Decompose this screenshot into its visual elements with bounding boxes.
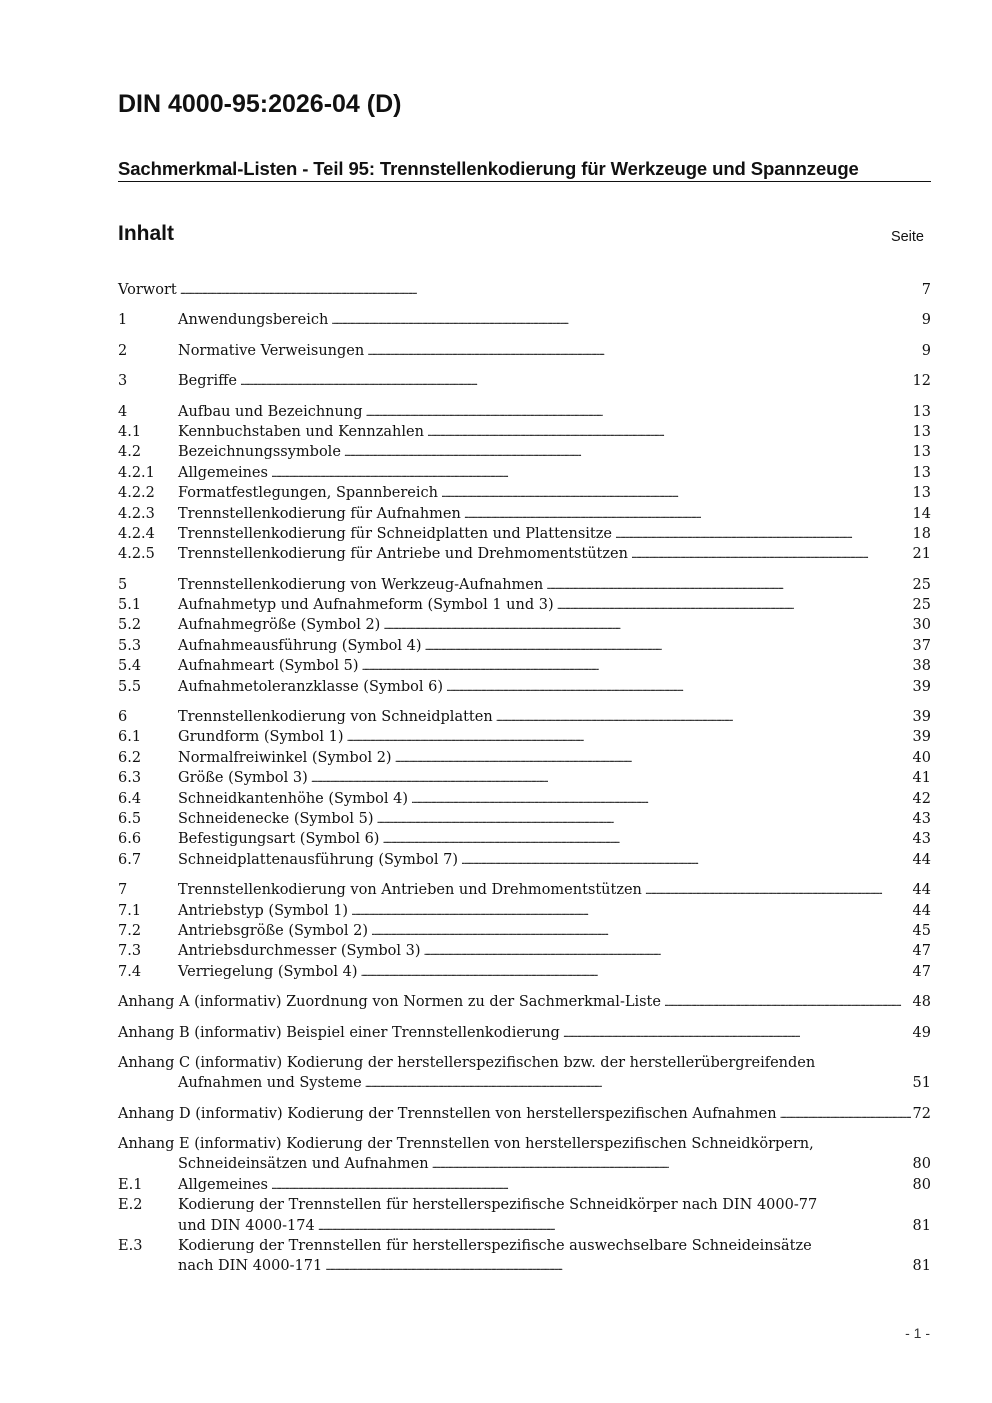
toc-entry[interactable] — [118, 1216, 931, 1236]
toc-entry-number: 5.1 — [118, 597, 142, 614]
page-column-label: Seite — [890, 229, 924, 245]
toc-entry-page: 13 — [912, 444, 931, 461]
toc-entry[interactable] — [118, 402, 931, 422]
toc-dot-leader — [371, 921, 911, 943]
toc-entry-number: 2 — [118, 342, 128, 359]
toc-entry-page: 43 — [912, 810, 931, 827]
toc-entry-page: 9 — [921, 342, 931, 359]
toc-entry-page: 12 — [912, 373, 931, 390]
toc-dot-leader — [331, 310, 919, 332]
toc-entry-title: Aufbau und Bezeichnung — [178, 403, 363, 420]
toc-dot-leader — [382, 829, 910, 851]
toc-entry-number: 7.1 — [118, 902, 142, 919]
toc-entry-page: 13 — [912, 485, 931, 502]
toc-entry[interactable] — [118, 880, 931, 900]
toc-dot-leader — [496, 707, 911, 729]
toc-heading: Inhalt — [118, 222, 174, 245]
toc-entry[interactable] — [118, 310, 931, 330]
toc-entry[interactable] — [118, 504, 931, 524]
toc-entry[interactable] — [118, 1195, 931, 1215]
toc-entry[interactable] — [118, 768, 931, 788]
toc-entry[interactable] — [118, 829, 931, 849]
toc-entry-page: 44 — [912, 902, 931, 919]
toc-dot-leader — [563, 1023, 911, 1045]
toc-entry-page: 81 — [912, 1217, 931, 1234]
toc-dot-leader — [446, 677, 911, 699]
toc-entry-title: Aufnahmen und Systeme — [178, 1075, 362, 1092]
toc-dot-leader — [365, 402, 910, 424]
toc-entry-page: 45 — [912, 922, 931, 939]
toc-entry-title: Aufnahmeausführung (Symbol 4) — [178, 637, 422, 654]
toc-entry[interactable] — [118, 677, 931, 697]
toc-entry[interactable] — [118, 992, 931, 1012]
toc-entry-page: 38 — [912, 658, 931, 675]
toc-entry-title: Trennstellenkodierung von Werkzeug-Aufnahmen — [178, 576, 544, 593]
toc-entry[interactable] — [118, 524, 931, 544]
toc-entry-title: Anhang D (informativ) Kodierung der Trennstellen von herstellerspezifischen Aufnahmen — [118, 1105, 777, 1122]
toc-entry-page: 49 — [912, 1024, 931, 1041]
toc-entry-page: 37 — [912, 637, 931, 654]
toc-entry-page: 51 — [912, 1075, 931, 1092]
toc-entry[interactable] — [118, 707, 931, 727]
toc-entry-page: 13 — [912, 403, 931, 420]
toc-entry-page: 42 — [912, 790, 931, 807]
toc-entry-number: 1 — [118, 312, 128, 329]
toc-dot-leader — [361, 962, 911, 984]
toc-entry-title: Allgemeines — [178, 1176, 268, 1193]
toc-entry-title: Trennstellenkodierung von Antrieben und Drehmomentstützen — [178, 882, 642, 899]
toc-entry[interactable] — [118, 341, 931, 361]
toc-entry[interactable] — [118, 789, 931, 809]
toc-entry-page: 7 — [921, 282, 931, 298]
toc-entry[interactable] — [118, 595, 931, 615]
toc-entry-number: E.2 — [118, 1197, 143, 1214]
toc-dot-leader — [432, 1154, 911, 1176]
toc-entry-title: Kodierung der Trennstellen für herstellerspezifische auswechselbare Schneideinsätze — [178, 1238, 812, 1255]
toc-entry-number: 5 — [118, 576, 128, 593]
toc-entry-number: 6.6 — [118, 831, 142, 848]
toc-entry-page: 39 — [912, 678, 931, 695]
toc-entry-title: Trennstellenkodierung von Schneidplatten — [178, 709, 493, 726]
toc-entry-page: 44 — [912, 882, 931, 899]
toc-dot-leader — [240, 371, 911, 393]
toc-entry-title: Normalfreiwinkel (Symbol 2) — [178, 749, 392, 766]
toc-entry-title: Antriebsgröße (Symbol 2) — [178, 922, 369, 939]
toc-entry-page: 80 — [912, 1176, 931, 1193]
toc-dot-leader — [546, 575, 910, 597]
toc-dot-leader — [424, 636, 910, 658]
toc-entry-title: Verriegelung (Symbol 4) — [178, 963, 358, 980]
toc-entry-number: 7.4 — [118, 963, 142, 980]
toc-entry-page: 25 — [912, 576, 931, 593]
toc-entry-title: Anhang B (informativ) Beispiel einer Trennstellenkodierung — [118, 1024, 560, 1041]
toc-entry-title: Grundform (Symbol 1) — [178, 729, 344, 746]
toc-entry-number: 5.4 — [118, 658, 142, 675]
toc-entry[interactable] — [118, 727, 931, 747]
toc-dot-leader — [325, 1256, 910, 1278]
toc-entry[interactable] — [118, 1073, 931, 1093]
toc-dot-leader — [365, 1073, 911, 1095]
toc-entry-number: 6.5 — [118, 810, 142, 827]
toc-entry[interactable] — [118, 575, 931, 595]
toc-entry-number: 4 — [118, 403, 128, 420]
toc-entry-title: Schneideinsätzen und Aufnahmen — [178, 1156, 429, 1173]
table-of-contents — [118, 280, 931, 1277]
toc-entry-title: Aufnahmeart (Symbol 5) — [178, 658, 359, 675]
toc-dot-leader — [383, 615, 910, 637]
toc-entry-number: 6.7 — [118, 851, 142, 868]
toc-entry[interactable] — [118, 422, 931, 442]
toc-entry-title: Aufnahmegröße (Symbol 2) — [178, 617, 381, 634]
toc-entry-number: 5.3 — [118, 637, 142, 654]
toc-entry-title: Trennstellenkodierung für Aufnahmen — [178, 505, 461, 522]
toc-dot-leader — [645, 880, 911, 902]
toc-entry-number: 6.2 — [118, 749, 142, 766]
document-id: DIN 4000-95:2026-04 (D) — [118, 90, 402, 118]
toc-dot-leader — [441, 483, 911, 505]
toc-entry[interactable] — [118, 1104, 931, 1124]
toc-entry-title: und DIN 4000-174 — [178, 1217, 315, 1234]
toc-entry-title: Trennstellenkodierung für Schneidplatten und Plattensitze — [178, 525, 612, 542]
toc-entry-number: 7 — [118, 882, 128, 899]
toc-entry-number: 6.3 — [118, 770, 142, 787]
page-number: - 1 - — [905, 1325, 930, 1341]
toc-entry-page: 43 — [912, 831, 931, 848]
toc-entry-number: 4.2.2 — [118, 485, 155, 502]
toc-entry-page: 30 — [912, 617, 931, 634]
toc-entry[interactable] — [118, 371, 931, 391]
toc-dot-leader — [347, 727, 911, 749]
toc-entry-title: Bezeichnungssymbole — [178, 444, 341, 461]
toc-entry[interactable] — [118, 463, 931, 483]
toc-entry-number: 4.2.5 — [118, 546, 155, 563]
toc-entry-page: 41 — [912, 770, 931, 787]
toc-dot-leader — [311, 768, 911, 790]
toc-entry-page: 44 — [912, 851, 931, 868]
toc-entry[interactable] — [118, 809, 931, 829]
toc-entry-number: 6.4 — [118, 790, 142, 807]
toc-entry-page: 72 — [912, 1105, 931, 1122]
toc-dot-leader — [351, 901, 910, 923]
toc-dot-leader — [271, 463, 911, 485]
toc-entry-page: 9 — [921, 312, 931, 329]
toc-entry-title: nach DIN 4000-171 — [178, 1258, 323, 1275]
toc-entry-page: 80 — [912, 1156, 931, 1173]
toc-entry-page: 48 — [912, 994, 931, 1011]
toc-entry-title: Kennbuchstaben und Kennzahlen — [178, 423, 424, 440]
toc-dot-leader — [615, 524, 911, 546]
toc-entry-page: 81 — [912, 1258, 931, 1275]
toc-entry-number: 4.1 — [118, 423, 142, 440]
toc-entry-number: 4.2.4 — [118, 525, 155, 542]
toc-entry[interactable] — [118, 615, 931, 635]
toc-entry[interactable] — [118, 1053, 931, 1073]
toc-entry-title: Schneidkantenhöhe (Symbol 4) — [178, 790, 409, 807]
toc-entry-number: 4.2.3 — [118, 505, 155, 522]
toc-entry[interactable] — [118, 921, 931, 941]
toc-entry-page: 14 — [912, 505, 931, 522]
toc-dot-leader — [464, 504, 911, 526]
toc-entry-title: Befestigungsart (Symbol 6) — [178, 831, 380, 848]
toc-entry[interactable] — [118, 280, 931, 300]
toc-entry-title: Schneidenecke (Symbol 5) — [178, 810, 374, 827]
toc-entry[interactable] — [118, 1256, 931, 1276]
toc-entry-title: Antriebstyp (Symbol 1) — [178, 902, 349, 919]
toc-entry-title: Kodierung der Trennstellen für herstellerspezifische Schneidkörper nach DIN 4000-77 — [178, 1197, 818, 1214]
toc-entry[interactable] — [118, 1134, 931, 1154]
toc-entry-title: Aufnahmetoleranzklasse (Symbol 6) — [178, 678, 443, 695]
toc-dot-leader — [362, 656, 911, 678]
toc-entry-page: 18 — [912, 525, 931, 542]
toc-entry-number: 7.3 — [118, 943, 142, 960]
toc-entry-number: 6 — [118, 709, 128, 726]
toc-dot-leader — [271, 1175, 911, 1197]
toc-dot-leader — [664, 992, 911, 1014]
toc-entry[interactable] — [118, 636, 931, 656]
toc-entry-page: 47 — [912, 943, 931, 960]
toc-entry-page: 47 — [912, 963, 931, 980]
toc-dot-leader — [318, 1216, 911, 1238]
toc-entry-number: 4.2 — [118, 444, 142, 461]
toc-entry-page: 13 — [912, 464, 931, 481]
toc-entry[interactable] — [118, 941, 931, 961]
toc-entry-title: Anhang A (informativ) Zuordnung von Normen zu der Sachmerkmal-Liste — [118, 994, 661, 1011]
toc-entry-number: 6.1 — [118, 729, 142, 746]
toc-entry-title: Anhang C (informativ) Kodierung der herstellerspezifischen bzw. der herstellerübergreifenden — [118, 1054, 816, 1071]
toc-entry-page: 13 — [912, 423, 931, 440]
toc-entry[interactable] — [118, 1023, 931, 1043]
toc-dot-leader — [424, 941, 911, 963]
toc-entry-title: Begriffe — [178, 373, 237, 390]
toc-dot-leader — [461, 850, 911, 872]
toc-entry[interactable] — [118, 850, 931, 870]
toc-entry[interactable] — [118, 901, 931, 921]
toc-entry-title: Anwendungsbereich — [178, 312, 329, 329]
toc-entry-page: 21 — [912, 546, 931, 563]
toc-entry-title: Normative Verweisungen — [178, 342, 365, 359]
toc-dot-leader — [395, 748, 911, 770]
toc-entry-title: Schneidplattenausführung (Symbol 7) — [178, 851, 459, 868]
toc-entry-page: 39 — [912, 729, 931, 746]
toc-entry[interactable] — [118, 962, 931, 982]
toc-entry[interactable] — [118, 1175, 931, 1195]
toc-entry-title: Trennstellenkodierung für Antriebe und Drehmomentstützen — [178, 546, 628, 563]
toc-entry[interactable] — [118, 544, 931, 564]
toc-entry-page: 40 — [912, 749, 931, 766]
toc-entry[interactable] — [118, 1154, 931, 1174]
toc-entry[interactable] — [118, 656, 931, 676]
toc-entry-number: 3 — [118, 373, 128, 390]
toc-entry-page: 39 — [912, 709, 931, 726]
toc-dot-leader — [411, 789, 911, 811]
toc-dot-leader — [180, 280, 920, 302]
toc-entry[interactable] — [118, 1236, 931, 1256]
toc-entry-number: 5.5 — [118, 678, 142, 695]
toc-entry-number: E.3 — [118, 1238, 143, 1255]
toc-entry-number: 5.2 — [118, 617, 142, 634]
toc-entry-title: Formatfestlegungen, Spannbereich — [178, 485, 438, 502]
toc-entry-page: 25 — [912, 597, 931, 614]
toc-entry-number: 4.2.1 — [118, 464, 155, 481]
toc-dot-leader — [557, 595, 911, 617]
toc-entry-title: Vorwort — [118, 282, 177, 298]
toc-entry-title: Antriebsdurchmesser (Symbol 3) — [178, 943, 421, 960]
toc-entry-title: Aufnahmetyp und Aufnahmeform (Symbol 1 und 3) — [178, 597, 554, 614]
toc-dot-leader — [780, 1104, 911, 1126]
toc-entry[interactable] — [118, 748, 931, 768]
document-subtitle: Sachmerkmal-Listen - Teil 95: Trennstellenkodierung für Werkzeuge und Spannzeuge — [118, 158, 931, 182]
toc-entry-title: Allgemeines — [178, 464, 268, 481]
toc-entry-title: Größe (Symbol 3) — [178, 770, 308, 787]
toc-dot-leader — [367, 341, 920, 363]
toc-dot-leader — [631, 544, 911, 566]
toc-entry[interactable] — [118, 483, 931, 503]
toc-dot-leader — [427, 422, 911, 444]
toc-dot-leader — [344, 442, 911, 464]
toc-entry-title: Anhang E (informativ) Kodierung der Trennstellen von herstellerspezifischen Schneidkörpern, — [118, 1136, 814, 1153]
toc-dot-leader — [377, 809, 911, 831]
toc-entry[interactable] — [118, 442, 931, 462]
toc-entry-number: E.1 — [118, 1176, 143, 1193]
toc-entry-number: 7.2 — [118, 922, 142, 939]
